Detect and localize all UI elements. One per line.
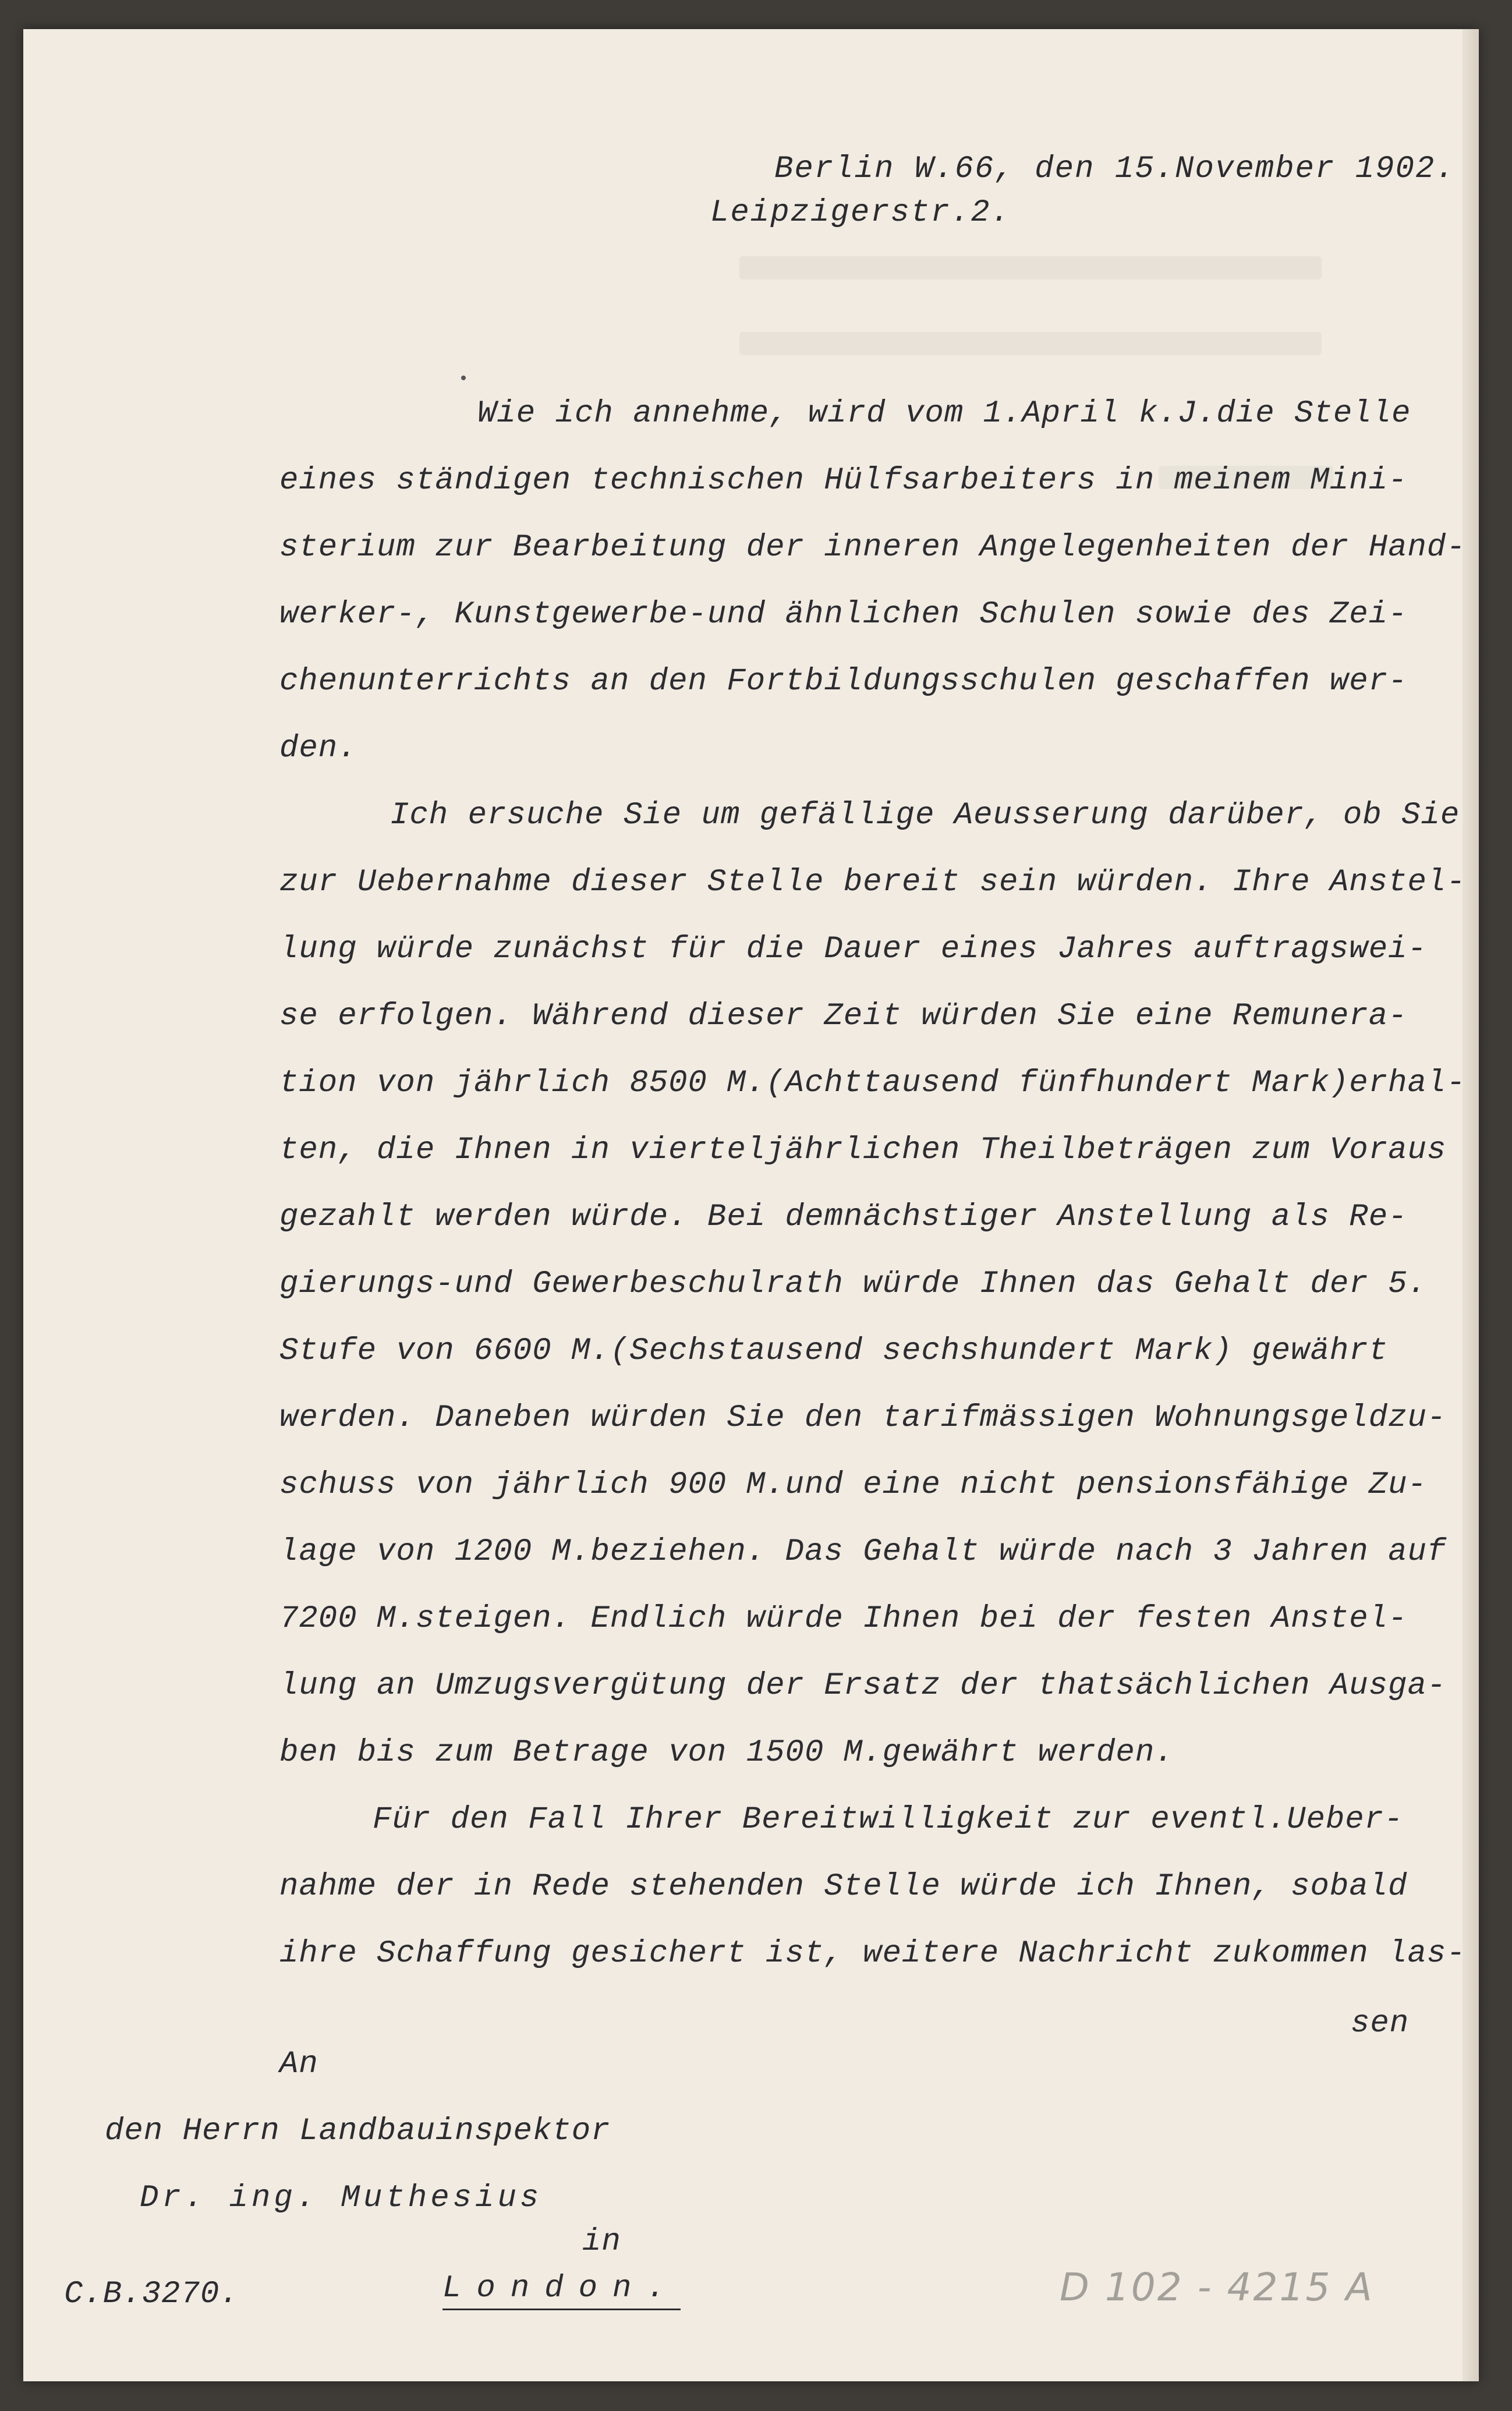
body-line-16: werden. Daneben würden Sie den tarifmässigen Wohnungsgeldzu- (279, 1400, 1447, 1436)
body-line-4: werker-, Kunstgewerbe-und ähnlichen Schulen sowie des Zei- (279, 597, 1408, 632)
paper-edge (1463, 29, 1479, 2381)
body-line-2: eines ständigen technischen Hülfsarbeiters in meinem Mini- (279, 463, 1408, 498)
recipient-line-1: den Herrn Landbauinspektor (105, 2113, 611, 2149)
body-line-9: lung würde zunächst für die Dauer eines Jahres auftragswei- (279, 932, 1427, 967)
body-line-3: sterium zur Bearbeitung der inneren Angelegenheiten der Hand- (279, 530, 1466, 565)
body-line-22: Für den Fall Ihrer Bereitwilligkeit zur eventl.Ueber- (373, 1802, 1404, 1838)
recipient-line-3: in (582, 2224, 621, 2260)
body-line-7: Ich ersuche Sie um gefällige Aeusserung darüber, ob Sie (390, 798, 1460, 833)
body-line-21: ben bis zum Betrage von 1500 M.gewährt werden. (279, 1735, 1174, 1771)
body-line-24: ihre Schaffung gesichert ist, weitere Nachricht zukommen las- (279, 1936, 1466, 1971)
archive-pencil-note: D 102 - 4215 A (1060, 2265, 1374, 2310)
continuation-word: sen (1351, 2006, 1410, 2041)
body-line-10: se erfolgen. Während dieser Zeit würden Sie eine Remunera- (279, 999, 1408, 1034)
place-date: Berlin W.66, den 15.November 1902. (774, 151, 1456, 187)
body-line-14: gierungs-und Gewerbeschulrath würde Ihnen das Gehalt der 5. (279, 1266, 1427, 1302)
body-line-5: chenunterrichts an den Fortbildungsschulen geschaffen wer- (279, 664, 1408, 699)
ink-dot (461, 376, 466, 380)
body-line-17: schuss von jährlich 900 M.und eine nicht pensionsfähige Zu- (279, 1467, 1427, 1503)
body-line-19: 7200 M.steigen. Endlich würde Ihnen bei der festen Anstel- (279, 1601, 1408, 1637)
show-through-mark (739, 332, 1322, 355)
body-line-1: Wie ich annehme, wird vom 1.April k.J.die Stelle (477, 396, 1411, 431)
body-line-6: den. (279, 731, 357, 766)
recipient-an: An (279, 2047, 318, 2082)
body-line-11: tion von jährlich 8500 M.(Achttausend fünfhundert Mark)erhal- (279, 1065, 1466, 1101)
street-address: Leipzigerstr.2. (710, 195, 1011, 231)
body-line-20: lung an Umzugsvergütung der Ersatz der thatsächlichen Ausga- (279, 1668, 1447, 1704)
body-line-23: nahme der in Rede stehenden Stelle würde ich Ihnen, sobald (279, 1869, 1408, 1904)
show-through-mark (739, 256, 1322, 279)
reference-number: C.B.3270. (64, 2277, 239, 2312)
letter-sheet (23, 29, 1479, 2381)
recipient-line-2: Dr. ing. Muthesius (140, 2180, 543, 2216)
recipient-city: London. (442, 2271, 681, 2310)
body-line-8: zur Uebernahme dieser Stelle bereit sein würden. Ihre Anstel- (279, 865, 1466, 900)
body-line-18: lage von 1200 M.beziehen. Das Gehalt würde nach 3 Jahren auf (279, 1534, 1447, 1570)
body-line-13: gezahlt werden würde. Bei demnächstiger Anstellung als Re- (279, 1199, 1408, 1235)
body-line-12: ten, die Ihnen in vierteljährlichen Theilbeträgen zum Voraus (279, 1132, 1447, 1168)
body-line-15: Stufe von 6600 M.(Sechstausend sechshundert Mark) gewährt (279, 1333, 1389, 1369)
